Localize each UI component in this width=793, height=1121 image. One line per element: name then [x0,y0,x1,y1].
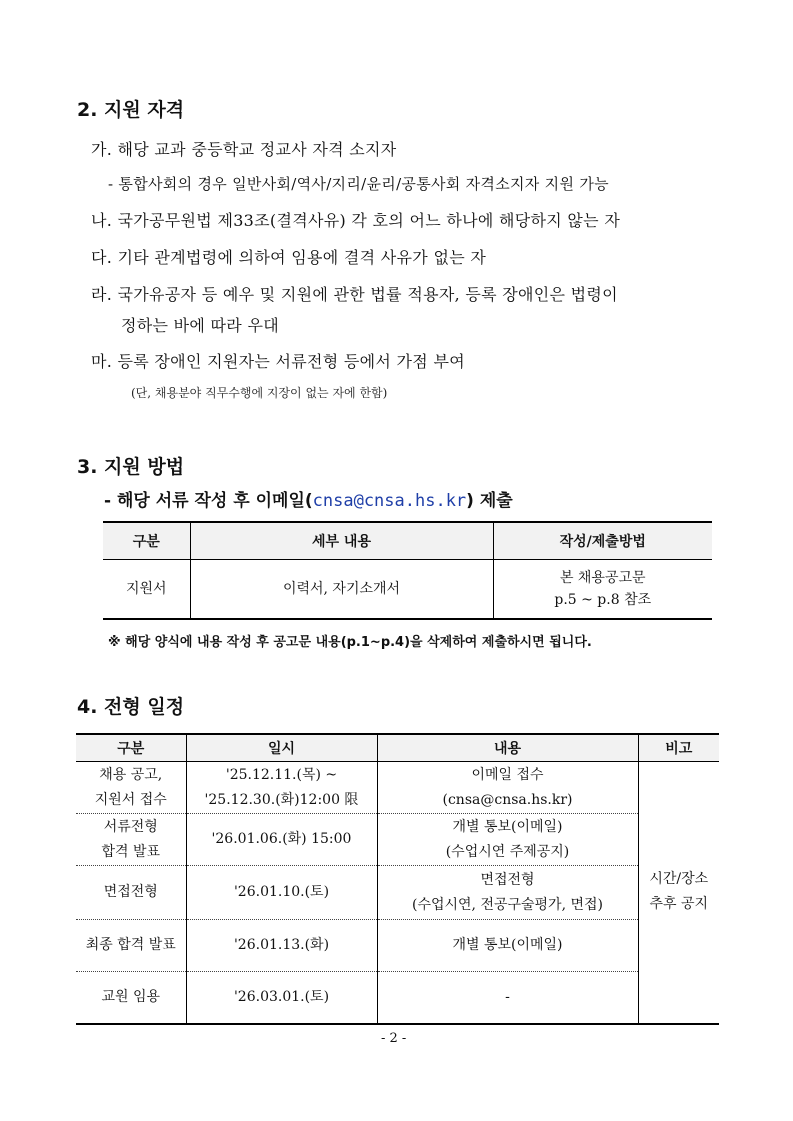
content-line: (수업시연 주제공지) [445,843,570,860]
date-line: '26.01.13.(화) [233,937,330,953]
cell-content [377,866,638,920]
cell-date [186,814,377,866]
section-3-title: 3. 지원 방법 [77,456,185,478]
date-line: '26.03.01.(토) [233,988,330,1005]
table-row [76,972,719,1024]
cell-category [76,866,186,920]
remark-line: 추후 공지 [649,896,709,913]
table-row [76,814,719,866]
method-suffix: ) 제출 [466,491,513,511]
qualification-item-ra-cont: 정하는 바에 따라 우대 [121,316,279,335]
cat-line: 면접전형 [103,884,158,900]
table-row [103,560,712,620]
header-date: 일시 [186,734,377,762]
date-line: '25.12.11.(목) ~ [225,766,338,783]
cat-line: 최종 합격 발표 [85,937,176,953]
remark-line: 시간/장소 [649,871,709,888]
cat-line: 채용 공고, [99,766,163,783]
cat-line: 교원 임용 [101,988,161,1005]
cell-category [76,762,186,814]
cell-date [186,920,377,972]
cell-category [76,972,186,1024]
cell-content [377,814,638,866]
cell-remark [638,762,719,1024]
application-table [103,521,712,620]
schedule-table-header [76,734,719,762]
cell-content [377,920,638,972]
table-row [76,866,719,920]
cell-content [377,762,638,814]
cell-date [186,972,377,1024]
cell-category [76,920,186,972]
header-category: 구분 [103,522,190,560]
content-line: 면접전형 [480,871,535,888]
cell-method-line1: 본 채용공고문 [559,570,646,586]
cell-content [377,972,638,1024]
page-number: - 2 - [381,1031,407,1046]
content-line: (cnsa@cnsa.hs.kr) [442,791,573,808]
method-email: cnsa@cnsa.hs.kr [312,491,467,511]
content-line: 개별 통보(이메일) [452,937,563,953]
cell-category: 지원서 [103,560,190,620]
cell-date [186,762,377,814]
qualification-item-ma: 마. 등록 장애인 지원자는 서류전형 등에서 가점 부여 [91,352,465,371]
cat-line: 서류전형 [103,818,158,835]
table-row [76,920,719,972]
cat-line: 합격 발표 [101,843,161,860]
cell-method-line2: p.5 ~ p.8 참조 [554,592,652,608]
schedule-table [76,733,719,1025]
application-method [104,486,513,511]
method-prefix: - 해당 서류 작성 후 이메일( [104,491,313,511]
qualification-item-ma-note: (단, 채용분야 직무수행에 지장이 없는 자에 한함) [131,386,388,400]
header-remark: 비고 [638,734,719,762]
qualification-item-na: 나. 국가공무원법 제33조(결격사유) 각 호의 어느 하나에 해당하지 않는 자 [91,211,621,230]
qualification-item-ga: 가. 해당 교과 중등학교 정교사 자격 소지자 [91,140,397,159]
cell-category [76,814,186,866]
cell-method [493,560,712,620]
cell-details: 이력서, 자기소개서 [190,560,493,620]
date-line: '25.12.30.(화)12:00 限 [204,791,359,808]
date-line: '26.01.06.(화) 15:00 [211,831,352,847]
table-row [76,762,719,814]
header-category: 구분 [76,734,186,762]
header-method: 작성/제출방법 [493,522,712,560]
content-line: 이메일 접수 [471,766,544,783]
section-2-title: 2. 지원 자격 [77,99,185,121]
qualification-subitem: - 통합사회의 경우 일반사회/역사/지리/윤리/공통사회 자격소지자 지원 가능 [108,175,609,193]
content-line: - [505,988,510,1005]
header-details: 세부 내용 [190,522,493,560]
qualification-item-da: 다. 기타 관계법령에 의하여 임용에 결격 사유가 없는 자 [91,248,487,267]
cat-line: 지원서 접수 [94,791,167,808]
date-line: '26.01.10.(토) [233,884,330,900]
content-line: 개별 통보(이메일) [452,818,563,835]
qualification-item-ra: 라. 국가유공자 등 예우 및 지원에 관한 법률 적용자, 등록 장애인은 법령이 [91,285,618,304]
application-table-header [103,522,712,560]
submission-note: ※ 해당 양식에 내용 작성 후 공고문 내용(p.1~p.4)을 삭제하여 제출하시면 됩니다. [108,635,592,650]
cell-date [186,866,377,920]
section-4-title: 4. 전형 일정 [77,696,185,718]
content-line: (수업시연, 전공구술평가, 면접) [411,896,603,913]
header-content: 내용 [377,734,638,762]
